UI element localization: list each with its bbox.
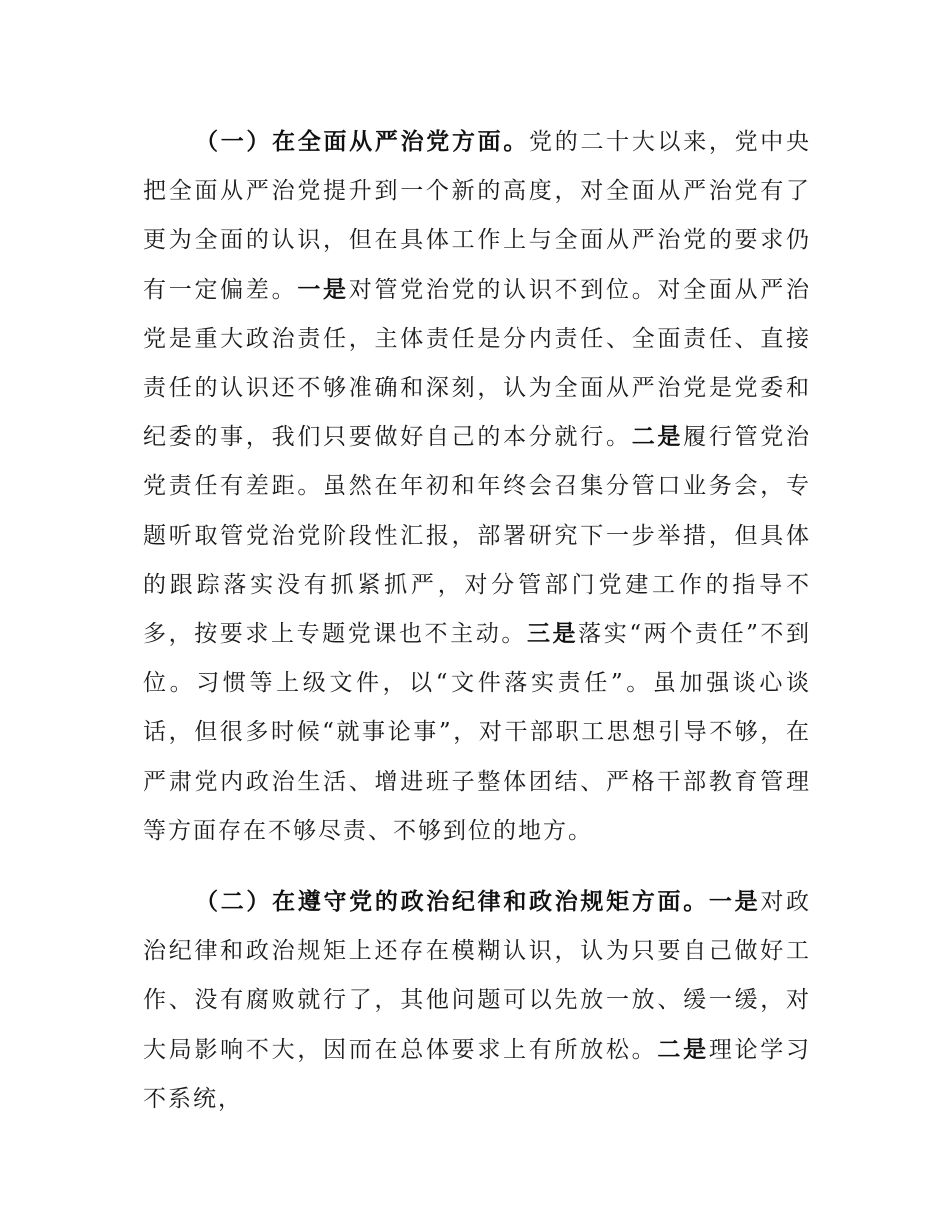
body-text: 理论学习不系统， bbox=[143, 1036, 812, 1112]
body-text: 落实“两个责任”不到位。习惯等上级文件，以“文件落实责任”。虽加强谈心谈话，但很多时候“就事论事”，对干部职工思想引导不够，在严肃党内政治生活、增进班子整体团结、严格干部教育管理等方面存在不够尽责、不够到位的地方。 bbox=[143, 621, 812, 844]
paragraph-party-governance bbox=[143, 118, 811, 856]
point-label-third: 三是 bbox=[526, 621, 579, 648]
body-text: 对政治纪律和政治规矩上还存在模糊认识，认为只要自己做好工作、没有腐败就行了，其他问题可以先放一放、缓一缓，对大局影响不大，因而在总体要求上有所放松。 bbox=[143, 889, 812, 1063]
body-text: 履行管党治党责任有差距。虽然在年初和年终会召集分管口业务会，专题听取管党治党阶段性汇报，部署研究下一步举措，但具体的跟踪落实没有抓紧抓严，对分管部门党建工作的指导不多，按要求上专题党课也不主动。 bbox=[143, 424, 812, 648]
point-label-first: 一是 bbox=[708, 889, 761, 915]
point-label-first: 一是 bbox=[297, 276, 349, 303]
body-text: 党的二十大以来，党中央把全面从严治党提升到一个新的高度，对全面从严治党有了更为全面的认识，但在具体工作上与全面从严治党的要求仍有一定偏差。 bbox=[143, 129, 812, 303]
section-heading-one: （一）在全面从严治党方面。 bbox=[195, 129, 530, 155]
section-heading-two: （二）在遵守党的政治纪律和政治规矩方面。 bbox=[195, 889, 709, 915]
paragraph-political-discipline bbox=[143, 878, 811, 1124]
body-text: 对管党治党的认识不到位。对全面从严治党是重大政治责任，主体责任是分内责任、全面责任、直接责任的认识还不够准确和深刻，认为全面从严治党是党委和纪委的事，我们只要做好自己的本分就行。 bbox=[143, 276, 812, 451]
point-label-second: 二是 bbox=[657, 1036, 709, 1063]
point-label-second: 二是 bbox=[631, 424, 684, 451]
